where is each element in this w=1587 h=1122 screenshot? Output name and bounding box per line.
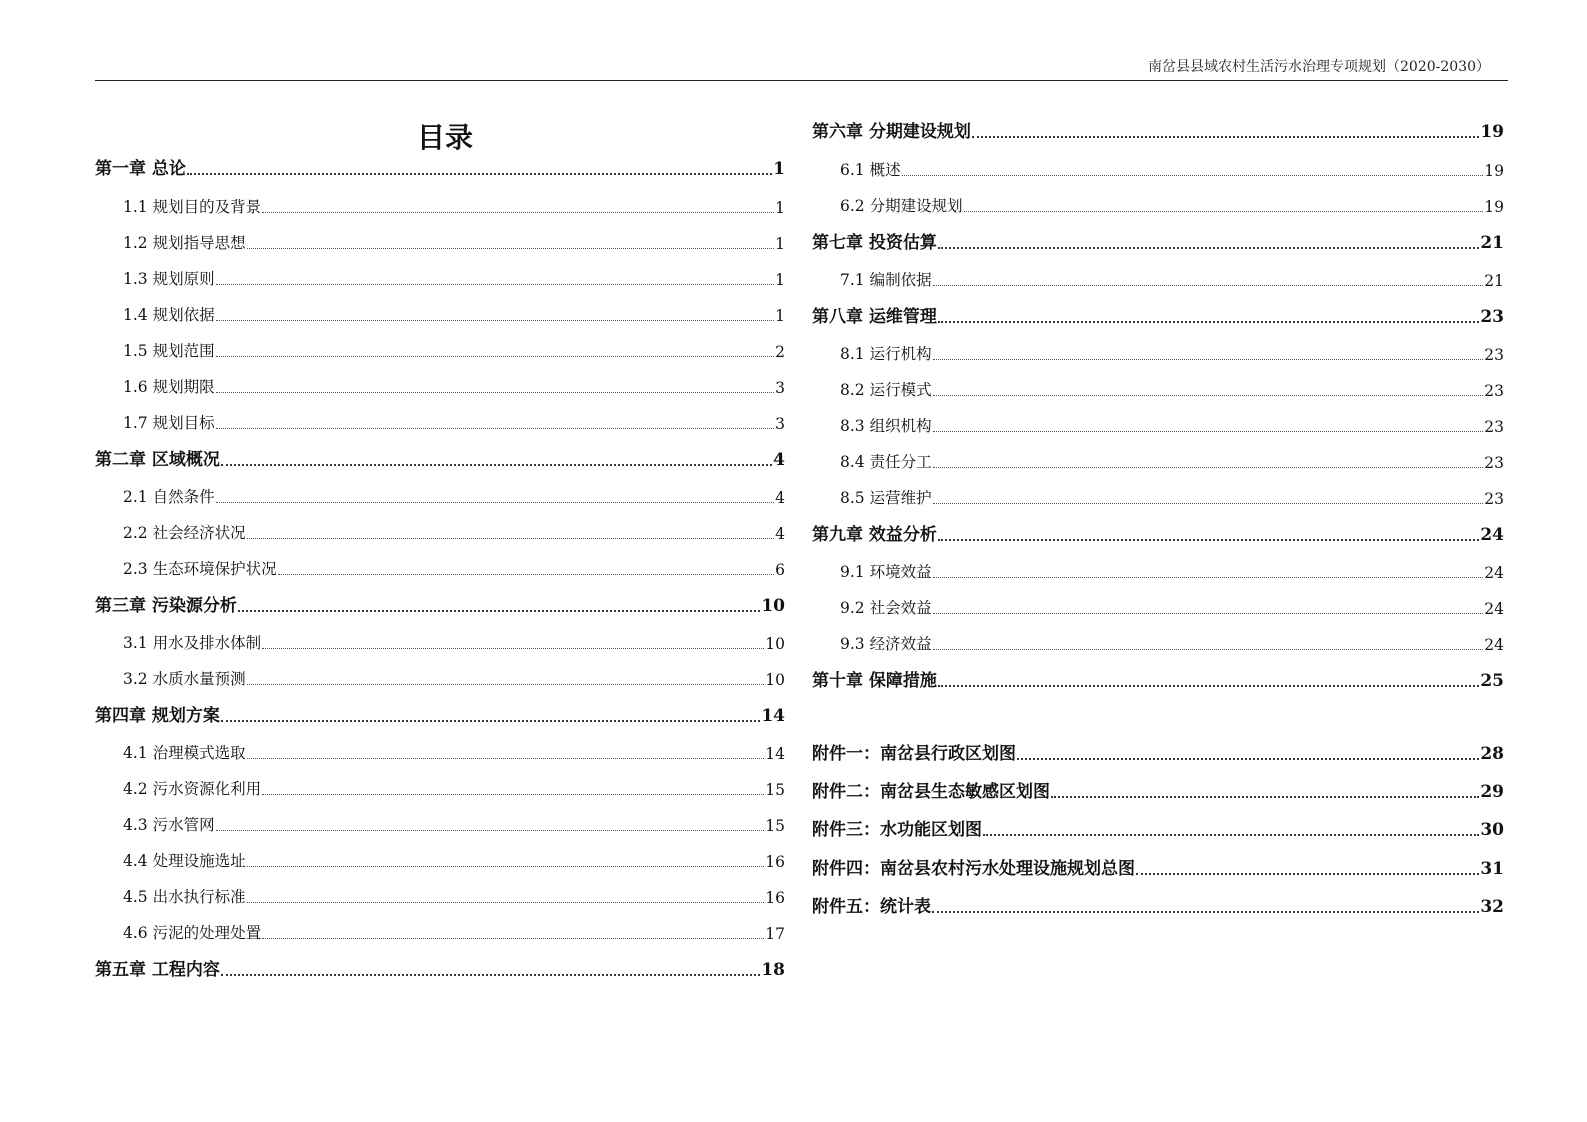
toc-entry-label: 2.3 生态环境保护状况 — [123, 560, 277, 578]
toc-page-number: 25 — [1480, 671, 1504, 691]
toc-page-number: 1 — [775, 235, 785, 253]
toc-section-entry[interactable] — [812, 413, 1504, 439]
toc-annex-entry[interactable] — [812, 894, 1504, 920]
toc-section-entry[interactable] — [812, 449, 1504, 475]
toc-page-number: 10 — [765, 671, 785, 689]
toc-page-number: 23 — [1484, 454, 1504, 472]
dot-leader — [216, 830, 765, 831]
toc-section-entry[interactable] — [95, 194, 785, 220]
toc-page-number: 19 — [1484, 198, 1504, 216]
dot-leader — [216, 320, 775, 321]
toc-chapter-entry[interactable] — [95, 447, 785, 473]
toc-section-entry[interactable] — [95, 410, 785, 436]
toc-entry-label: 附件二：南岔县生态敏感区划图 — [812, 782, 1050, 802]
toc-section-entry[interactable] — [812, 485, 1504, 511]
toc-section-entry[interactable] — [95, 374, 785, 400]
dot-leader — [262, 794, 764, 795]
toc-section-entry[interactable] — [812, 559, 1504, 585]
toc-section-entry[interactable] — [812, 341, 1504, 367]
toc-chapter-entry[interactable] — [95, 703, 785, 729]
toc-entry-label: 附件四：南岔县农村污水处理设施规划总图 — [812, 859, 1135, 879]
dot-leader — [1017, 758, 1479, 760]
dot-leader — [933, 613, 1484, 614]
toc-page-number: 23 — [1480, 307, 1504, 327]
toc-entry-label: 第九章 效益分析 — [812, 525, 937, 545]
toc-entry-label: 第五章 工程内容 — [95, 960, 220, 980]
dot-leader — [247, 248, 775, 249]
toc-section-entry[interactable] — [95, 740, 785, 766]
toc-page-number: 2 — [775, 343, 785, 361]
dot-leader — [964, 211, 1484, 212]
dot-leader — [247, 902, 765, 903]
toc-page-number: 23 — [1484, 382, 1504, 400]
toc-page-number: 23 — [1484, 418, 1504, 436]
dot-leader — [933, 359, 1484, 360]
toc-page-number: 24 — [1484, 600, 1504, 618]
toc-page-number: 4 — [775, 489, 785, 507]
toc-entry-label: 第二章 区域概况 — [95, 450, 220, 470]
dot-leader — [216, 392, 775, 393]
toc-entry-label: 第四章 规划方案 — [95, 706, 220, 726]
dot-leader — [933, 467, 1484, 468]
dot-leader — [216, 284, 775, 285]
toc-page-number: 16 — [765, 853, 785, 871]
toc-entry-label: 7.1 编制依据 — [840, 271, 932, 289]
toc-entry-label: 第八章 运维管理 — [812, 307, 937, 327]
toc-entry-label: 2.1 自然条件 — [123, 488, 215, 506]
toc-entry-label: 第三章 污染源分析 — [95, 596, 237, 616]
toc-entry-label: 1.5 规划范围 — [123, 342, 215, 360]
dot-leader — [247, 758, 765, 759]
toc-section-entry[interactable] — [95, 630, 785, 656]
toc-chapter-entry[interactable] — [95, 156, 785, 182]
toc-page-number: 30 — [1480, 820, 1504, 840]
toc-page-number: 3 — [775, 415, 785, 433]
dot-leader — [216, 502, 775, 503]
toc-page-number: 17 — [765, 925, 785, 943]
toc-page-number: 6 — [775, 561, 785, 579]
toc-page-number: 24 — [1484, 636, 1504, 654]
toc-section-entry[interactable] — [95, 776, 785, 802]
toc-page-number: 16 — [765, 889, 785, 907]
toc-section-entry[interactable] — [95, 302, 785, 328]
toc-entry-label: 1.7 规划目标 — [123, 414, 215, 432]
toc-section-entry[interactable] — [95, 884, 785, 910]
toc-entry-label: 附件三：水功能区划图 — [812, 820, 982, 840]
toc-title: 目录 — [416, 121, 473, 154]
dot-leader — [933, 431, 1484, 432]
toc-entry-label: 8.1 运行机构 — [840, 345, 932, 363]
toc-page-number: 23 — [1484, 490, 1504, 508]
toc-section-entry[interactable] — [95, 338, 785, 364]
toc-entry-label: 附件五：统计表 — [812, 897, 931, 917]
toc-entry-label: 6.1 概述 — [840, 161, 901, 179]
toc-section-entry[interactable] — [95, 812, 785, 838]
toc-page-number: 28 — [1480, 744, 1504, 764]
toc-entry-label: 3.1 用水及排水体制 — [123, 634, 262, 652]
toc-page-number: 23 — [1484, 346, 1504, 364]
toc-entry-label: 1.3 规划原则 — [123, 270, 215, 288]
toc-entry-label: 第六章 分期建设规划 — [812, 122, 971, 142]
toc-section-entry[interactable] — [95, 266, 785, 292]
toc-entry-label: 8.2 运行模式 — [840, 381, 932, 399]
toc-page-number: 15 — [765, 781, 785, 799]
toc-chapter-entry[interactable] — [812, 668, 1504, 694]
toc-chapter-entry[interactable] — [95, 593, 785, 619]
toc-annex-entry[interactable] — [812, 741, 1504, 767]
toc-chapter-entry[interactable] — [812, 304, 1504, 330]
toc-chapter-entry[interactable] — [812, 522, 1504, 548]
toc-chapter-entry[interactable] — [812, 230, 1504, 256]
toc-page-number: 31 — [1480, 859, 1504, 879]
dot-leader — [983, 834, 1479, 836]
toc-section-entry[interactable] — [812, 193, 1504, 219]
dot-leader — [938, 539, 1479, 541]
toc-entry-label: 4.2 污水资源化利用 — [123, 780, 262, 798]
toc-entry-label: 8.4 责任分工 — [840, 453, 932, 471]
toc-entry-label: 第一章 总论 — [95, 159, 186, 179]
toc-page-number: 4 — [773, 450, 785, 470]
toc-section-entry[interactable] — [95, 920, 785, 946]
toc-entry-label: 6.2 分期建设规划 — [840, 197, 963, 215]
toc-page-number: 24 — [1484, 564, 1504, 582]
dot-leader — [933, 395, 1484, 396]
toc-entry-label: 8.5 运营维护 — [840, 489, 932, 507]
toc-chapter-entry[interactable] — [812, 119, 1504, 145]
toc-entry-label: 9.2 社会效益 — [840, 599, 932, 617]
dot-leader — [221, 464, 772, 466]
toc-page-number: 19 — [1484, 162, 1504, 180]
dot-leader — [238, 610, 760, 612]
toc-annex-entry[interactable] — [812, 856, 1504, 882]
toc-page-number: 1 — [773, 159, 785, 179]
toc-page-number: 3 — [775, 379, 785, 397]
toc-section-entry[interactable] — [812, 377, 1504, 403]
toc-section-entry[interactable] — [812, 595, 1504, 621]
dot-leader — [933, 503, 1484, 504]
dot-leader — [247, 538, 775, 539]
toc-page-number: 14 — [761, 706, 785, 726]
toc-annex-entry[interactable] — [812, 817, 1504, 843]
toc-page-number: 1 — [775, 199, 785, 217]
toc-entry-label: 4.1 治理模式选取 — [123, 744, 246, 762]
dot-leader — [1136, 873, 1479, 875]
dot-leader — [933, 649, 1484, 650]
dot-leader — [938, 321, 1479, 323]
toc-page-number: 21 — [1484, 272, 1504, 290]
toc-annex-entry[interactable] — [812, 779, 1504, 805]
dot-leader — [1051, 796, 1479, 798]
toc-section-entry[interactable] — [812, 631, 1504, 657]
toc-section-entry[interactable] — [812, 157, 1504, 183]
toc-entry-label: 4.3 污水管网 — [123, 816, 215, 834]
toc-entry-label: 9.3 经济效益 — [840, 635, 932, 653]
dot-leader — [216, 428, 775, 429]
dot-leader — [972, 136, 1479, 138]
dot-leader — [216, 356, 775, 357]
toc-section-entry[interactable] — [95, 230, 785, 256]
toc-page-number: 14 — [765, 745, 785, 763]
toc-page-number: 21 — [1480, 233, 1504, 253]
page-header — [95, 58, 1508, 81]
toc-entry-label: 4.6 污泥的处理处置 — [123, 924, 262, 942]
toc-page-number: 15 — [765, 817, 785, 835]
toc-page-number: 32 — [1480, 897, 1504, 917]
dot-leader — [932, 911, 1479, 913]
toc-entry-label: 4.5 出水执行标准 — [123, 888, 246, 906]
toc-page-number: 10 — [761, 596, 785, 616]
dot-leader — [262, 212, 774, 213]
toc-entry-label: 8.3 组织机构 — [840, 417, 932, 435]
toc-section-entry[interactable] — [95, 520, 785, 546]
toc-entry-label: 1.4 规划依据 — [123, 306, 215, 324]
toc-page-number: 1 — [775, 307, 785, 325]
toc-section-entry[interactable] — [812, 267, 1504, 293]
dot-leader — [938, 685, 1479, 687]
toc-entry-label: 第七章 投资估算 — [812, 233, 937, 253]
toc-entry-label: 附件一：南岔县行政区划图 — [812, 744, 1016, 764]
toc-entry-label: 4.4 处理设施选址 — [123, 852, 246, 870]
toc-section-entry[interactable] — [95, 556, 785, 582]
dot-leader — [902, 175, 1484, 176]
toc-chapter-entry[interactable] — [95, 957, 785, 983]
toc-page-number: 1 — [775, 271, 785, 289]
toc-section-entry[interactable] — [95, 484, 785, 510]
toc-entry-label: 3.2 水质水量预测 — [123, 670, 246, 688]
toc-entry-label: 9.1 环境效益 — [840, 563, 932, 581]
toc-entry-label: 1.2 规划指导思想 — [123, 234, 246, 252]
toc-section-entry[interactable] — [95, 666, 785, 692]
dot-leader — [262, 648, 764, 649]
dot-leader — [933, 285, 1484, 286]
dot-leader — [247, 866, 765, 867]
dot-leader — [933, 577, 1484, 578]
document-title: 南岔县县域农村生活污水治理专项规划（2020-2030） — [1148, 59, 1490, 75]
toc-page-number: 19 — [1480, 122, 1504, 142]
toc-entry-label: 第十章 保障措施 — [812, 671, 937, 691]
dot-leader — [278, 574, 775, 575]
dot-leader — [247, 684, 765, 685]
dot-leader — [221, 720, 760, 722]
toc-entry-label: 1.6 规划期限 — [123, 378, 215, 396]
toc-page-number: 10 — [765, 635, 785, 653]
dot-leader — [938, 247, 1479, 249]
dot-leader — [221, 974, 760, 976]
toc-entry-label: 2.2 社会经济状况 — [123, 524, 246, 542]
toc-page-number: 4 — [775, 525, 785, 543]
toc-section-entry[interactable] — [95, 848, 785, 874]
toc-entry-label: 1.1 规划目的及背景 — [123, 198, 262, 216]
dot-leader — [262, 938, 764, 939]
toc-page-number: 29 — [1480, 782, 1504, 802]
toc-page-number: 24 — [1480, 525, 1504, 545]
dot-leader — [187, 173, 772, 175]
toc-page-number: 18 — [761, 960, 785, 980]
